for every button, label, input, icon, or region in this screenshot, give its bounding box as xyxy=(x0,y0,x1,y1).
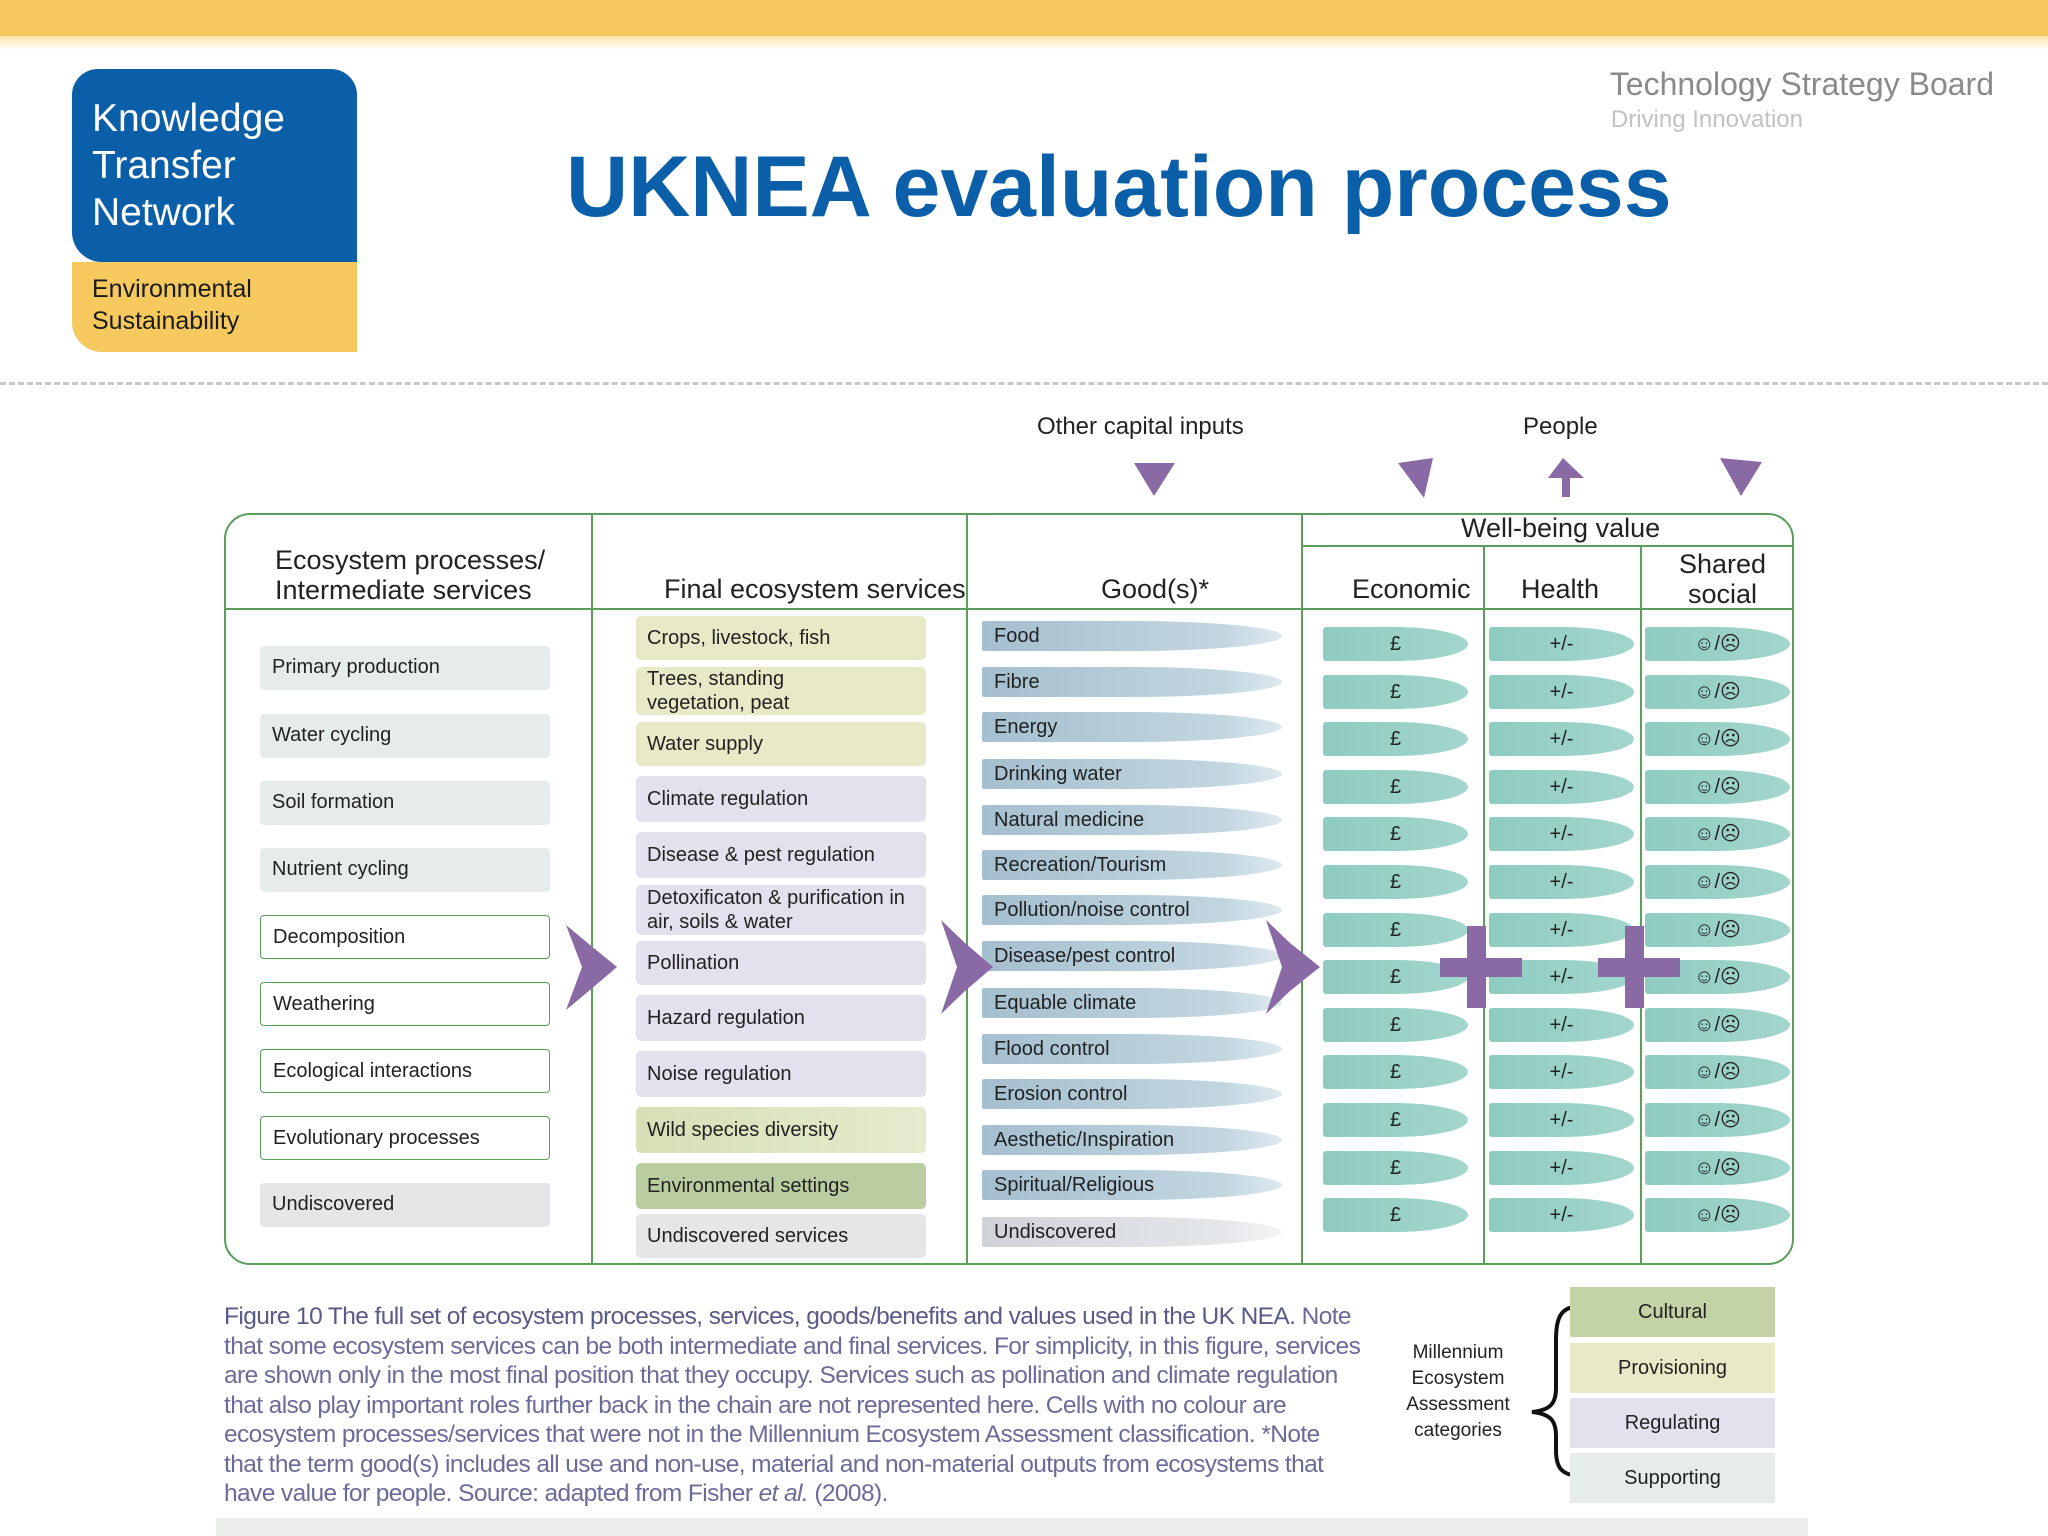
good-item: Spiritual/Religious xyxy=(982,1170,1282,1200)
social-value-pill: ☺/☹ xyxy=(1645,675,1790,709)
logo-line: Network xyxy=(92,191,236,234)
good-item: Fibre xyxy=(982,667,1282,697)
health-value-pill: +/- xyxy=(1489,627,1634,661)
arrow-down-left-icon xyxy=(1398,458,1433,498)
health-value-pill: +/- xyxy=(1489,1008,1634,1042)
header-processes-line: Intermediate services xyxy=(275,575,532,605)
health-value-pill: +/- xyxy=(1489,817,1634,851)
process-item: Nutrient cycling xyxy=(260,848,550,892)
header-processes-line: Ecosystem processes/ xyxy=(275,545,546,575)
good-item: Equable climate xyxy=(982,988,1282,1018)
economic-value-pill: £ xyxy=(1323,913,1468,947)
page-title: UKNEA evaluation process xyxy=(566,139,1672,235)
health-value-pill: +/- xyxy=(1489,960,1634,994)
good-item: Erosion control xyxy=(982,1079,1282,1109)
header-shared-line: social xyxy=(1687,579,1758,609)
service-label: Hazard regulation xyxy=(647,1007,805,1029)
plus-icon xyxy=(1598,958,1680,977)
economic-value-pill: £ xyxy=(1323,1151,1468,1185)
social-value-pill: ☺/☹ xyxy=(1645,865,1790,899)
service-label: Undiscovered services xyxy=(647,1225,849,1247)
plus-icon xyxy=(1440,958,1522,977)
health-value-pill: +/- xyxy=(1489,770,1634,804)
social-value-pill: ☺/☹ xyxy=(1645,1055,1790,1089)
health-value-pill: +/- xyxy=(1489,722,1634,756)
header-shared-line: Shared xyxy=(1678,549,1767,579)
process-item: Weathering xyxy=(260,982,550,1026)
header-final-services: Final ecosystem services xyxy=(664,574,966,604)
health-value-pill: +/- xyxy=(1489,913,1634,947)
economic-value-pill: £ xyxy=(1323,1198,1468,1232)
arrow-down-icon xyxy=(1134,463,1175,496)
good-item: Drinking water xyxy=(982,759,1282,789)
arrow-right-icon xyxy=(566,925,617,1010)
header-health: Health xyxy=(1521,574,1600,604)
caption-etal: et al. xyxy=(758,1480,809,1507)
social-value-pill: ☺/☹ xyxy=(1645,770,1790,804)
caption-body: Note that some ecosystem services can be both intermediate and final services. For simplicity, in this figure, services are shown only in the most final position that they occupy. Services such as pollination and climate regulation that also play important roles further back in the chain are not represented here. Cells with no colour are ecosystem processes/services that were not in the Millennium Ecosystem Assessment classification. *Note that the term good(s) includes all use and non-use, material and non-material outputs from ecosystems that have value for people. Source: adapted from Fisher xyxy=(224,1303,1361,1507)
good-item: Flood control xyxy=(982,1034,1282,1064)
health-value-pill: +/- xyxy=(1489,1055,1634,1089)
economic-value-pill: £ xyxy=(1323,960,1468,994)
legend-label-line: categories xyxy=(1414,1420,1502,1441)
other-capital-inputs-label: Other capital inputs xyxy=(1037,413,1244,440)
legend-supporting: Supporting xyxy=(1570,1453,1775,1503)
process-item: Ecological interactions xyxy=(260,1049,550,1093)
header-goods: Good(s)* xyxy=(1101,574,1210,604)
economic-value-pill: £ xyxy=(1323,770,1468,804)
social-value-pill: ☺/☹ xyxy=(1645,817,1790,851)
process-item: Decomposition xyxy=(260,915,550,959)
process-item: Primary production xyxy=(260,646,550,690)
logo-line: Transfer xyxy=(92,144,236,187)
good-item: Natural medicine xyxy=(982,805,1282,835)
legend-provisioning: Provisioning xyxy=(1570,1343,1775,1393)
service-label: Noise regulation xyxy=(647,1063,792,1085)
org-tagline: Driving Innovation xyxy=(1610,106,1803,133)
health-value-pill: +/- xyxy=(1489,1151,1634,1185)
people-label: People xyxy=(1523,413,1598,440)
service-label: Climate regulation xyxy=(647,788,809,810)
economic-value-pill: £ xyxy=(1323,1008,1468,1042)
logo-subline: Sustainability xyxy=(92,307,240,335)
footer-strip xyxy=(216,1518,1808,1536)
health-value-pill: +/- xyxy=(1489,865,1634,899)
service-label: Environmental settings xyxy=(647,1175,850,1197)
economic-value-pill: £ xyxy=(1323,1055,1468,1089)
legend-label-line: Ecosystem xyxy=(1411,1368,1505,1389)
economic-value-pill: £ xyxy=(1323,675,1468,709)
caption-tail: (2008). xyxy=(808,1480,888,1507)
header-wellbeing: Well-being value xyxy=(1461,513,1661,543)
good-item: Undiscovered xyxy=(982,1217,1282,1247)
social-value-pill: ☺/☹ xyxy=(1645,960,1790,994)
good-item: Food xyxy=(982,621,1282,651)
good-item: Energy xyxy=(982,712,1282,742)
health-value-pill: +/- xyxy=(1489,1103,1634,1137)
logo-line: Knowledge xyxy=(92,97,285,140)
social-value-pill: ☺/☹ xyxy=(1645,1151,1790,1185)
legend-label-line: Assessment xyxy=(1406,1394,1510,1415)
legend-regulating: Regulating xyxy=(1570,1398,1775,1448)
logo-subline: Environmental xyxy=(92,275,252,303)
social-value-pill: ☺/☹ xyxy=(1645,1103,1790,1137)
good-item: Aesthetic/Inspiration xyxy=(982,1125,1282,1155)
process-item: Evolutionary processes xyxy=(260,1116,550,1160)
header-economic: Economic xyxy=(1352,574,1471,604)
figure-caption xyxy=(224,1302,1364,1509)
economic-value-pill: £ xyxy=(1323,865,1468,899)
good-item: Recreation/Tourism xyxy=(982,850,1282,880)
org-name: Technology Strategy Board xyxy=(1609,66,1994,102)
caption-lead: Figure 10 The full set of ecosystem processes, services, goods/benefits and values used in the UK NEA. xyxy=(224,1303,1296,1330)
good-item: Pollution/noise control xyxy=(982,895,1282,925)
process-item: Undiscovered xyxy=(260,1183,550,1227)
service-label: Wild species diversity xyxy=(647,1119,839,1141)
arrow-right-icon xyxy=(1266,920,1320,1014)
economic-value-pill: £ xyxy=(1323,817,1468,851)
good-item: Disease/pest control xyxy=(982,941,1282,971)
arrow-down-right-icon xyxy=(1720,458,1762,496)
legend-cultural: Cultural xyxy=(1570,1287,1775,1337)
economic-value-pill: £ xyxy=(1323,627,1468,661)
process-item: Soil formation xyxy=(260,781,550,825)
service-label: Disease & pest regulation xyxy=(647,844,875,866)
process-item: Water cycling xyxy=(260,714,550,758)
arrow-right-icon xyxy=(941,920,993,1014)
social-value-pill: ☺/☹ xyxy=(1645,722,1790,756)
service-label: Pollination xyxy=(647,952,740,974)
social-value-pill: ☺/☹ xyxy=(1645,1198,1790,1232)
service-label: Crops, livestock, fish xyxy=(647,627,831,649)
service-label: Trees, standing vegetation, peat xyxy=(647,668,790,714)
health-value-pill: +/- xyxy=(1489,1198,1634,1232)
economic-value-pill: £ xyxy=(1323,722,1468,756)
legend-label xyxy=(1398,1340,1518,1444)
social-value-pill: ☺/☹ xyxy=(1645,1008,1790,1042)
legend-label-line: Millennium xyxy=(1412,1342,1504,1363)
service-label: Detoxificaton & purification in air, soils & water xyxy=(647,887,905,933)
economic-value-pill: £ xyxy=(1323,1103,1468,1137)
service-label: Water supply xyxy=(647,733,763,755)
social-value-pill: ☺/☹ xyxy=(1645,627,1790,661)
social-value-pill: ☺/☹ xyxy=(1645,913,1790,947)
health-value-pill: +/- xyxy=(1489,675,1634,709)
arrow-up-icon xyxy=(1548,458,1584,497)
